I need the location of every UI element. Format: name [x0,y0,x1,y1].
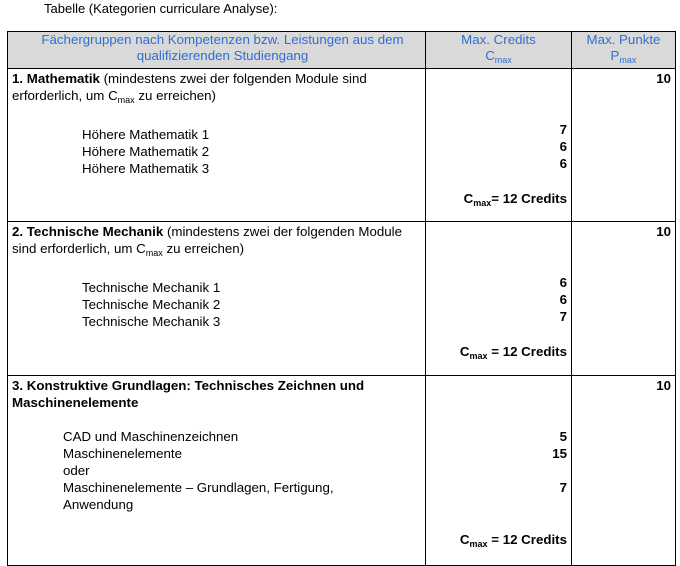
module-item: Technische Mechanik 3 [82,314,221,329]
module-credit: 7 [559,122,567,137]
module-credit: 7 [559,480,567,495]
module-item: oder [63,463,90,478]
section-title: 3. Konstruktive Grundlagen: Technisches Zeichnen und Maschinenelemente [12,378,365,410]
module-item: Höhere Mathematik 2 [82,144,210,159]
table-header-row [8,32,676,69]
header-subject-groups: Fächergruppen nach Kompetenzen bzw. Leistungen aus dem qualifizierenden Studiengang [8,32,426,69]
section-credits [426,376,572,566]
module-item: Technische Mechanik 2 [82,297,221,312]
module-list [12,279,421,330]
module-credit: 6 [559,275,567,290]
section-points: 10 [572,69,676,222]
module-item: Maschinenelemente [63,446,183,461]
section-credits [426,222,572,376]
section-points: 10 [572,222,676,376]
section-description [8,376,426,566]
module-item: Maschinenelemente – Grundlagen, Fertigung, Anwendung [63,480,334,512]
section-credits [426,69,572,222]
module-credit: 6 [559,156,567,171]
section-title: 2. Technische Mechanik [12,224,164,239]
module-item: Höhere Mathematik 1 [82,127,210,142]
section-desc-post: zu erreichen) [134,88,216,103]
curricular-analysis-table [7,31,676,566]
module-credit: 7 [559,309,567,324]
section-points: 10 [572,376,676,566]
section-desc-sub: max [145,248,163,258]
section-desc-sub: max [117,95,135,105]
section-desc-pre: (mindestens zwei der folgenden Module sind erforderlich, um C [12,71,367,103]
module-item: CAD und Maschinenzeichnen [63,429,239,444]
section-row-technische-mechanik [8,222,676,376]
header-max-points-label: Max. Punkte [586,32,661,47]
module-credit: 6 [559,292,567,307]
header-max-credits-label: Max. Credits [461,32,536,47]
module-credit [430,462,567,479]
module-credit: 15 [552,446,567,461]
section-desc-pre: (mindestens zwei der folgenden Module sind erforderlich, um C [12,224,402,256]
cmax-summary: $C_{max} = 12$ Credits [459,344,567,361]
section-desc-post: zu erreichen) [162,241,245,256]
cmax-summary: $C_{max}= 12$ Credits [463,191,567,208]
module-credit: 6 [559,139,567,154]
section-description [8,69,426,222]
header-max-credits [426,32,572,69]
module-item: Höhere Mathematik 3 [82,161,210,176]
header-pmax-symbol: P [610,48,620,63]
table-caption: Tabelle (Kategorien curriculare Analyse): [44,1,278,16]
section-title: 1. Mathematik [12,71,100,86]
header-pmax-subscript: max [619,55,637,65]
header-cmax-subscript: max [494,55,512,65]
section-row-mathematik [8,69,676,222]
module-list [12,126,421,177]
cmax-summary: $C_{max} = 12$ Credits [459,532,567,549]
module-item: Technische Mechanik 1 [82,280,221,295]
module-credit: 5 [559,429,567,444]
section-description [8,222,426,376]
header-cmax-symbol: C [485,48,495,63]
header-max-points [572,32,676,69]
section-row-konstruktive-grundlagen [8,376,676,566]
module-list [12,428,421,513]
